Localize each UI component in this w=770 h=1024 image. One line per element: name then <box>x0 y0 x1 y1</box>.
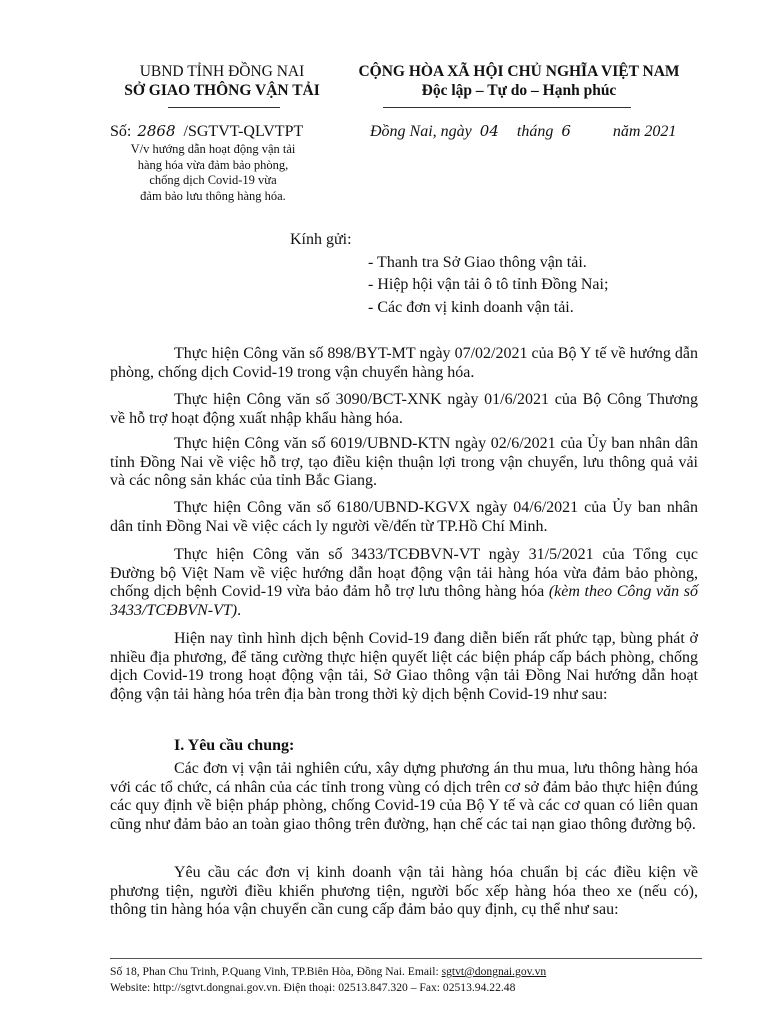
header-left-rule <box>168 107 280 108</box>
document-subject <box>100 142 326 204</box>
body-paragraph-7: Các đơn vị vận tải nghiên cứu, xây dựng phương án thu mua, lưu thông hàng hóa với các tổ chức, cá nhân của các tỉnh trong vùng có dịch trên cơ sở đảm bảo thực hiện đúng các quy định về biện pháp phòng, chống Covid-19 của Bộ Y tế và các cơ quan có liên quan cũng như đảm bảo an toàn giao thông trên đường, hạn chế các tai nạn giao thông đường bộ. <box>110 760 698 833</box>
section-heading-1: I. Yêu cầu chung: <box>174 737 295 754</box>
body-paragraph-4: Thực hiện Công văn số 6180/UBND-KGVX ngày 04/6/2021 của Ủy ban nhân dân tỉnh Đồng Nai về việc cách ly người về/đến từ TP.Hồ Chí Minh. <box>110 499 698 535</box>
recipient-item: - Thanh tra Sở Giao thông vận tải. <box>368 254 587 271</box>
footer-address <box>110 964 700 979</box>
subject-line: hàng hóa vừa đảm bảo phòng, <box>137 157 289 172</box>
date-day: 04 <box>479 122 499 140</box>
body-paragraph-2: Thực hiện Công văn số 3090/BCT-XNK ngày 01/6/2021 của Bộ Công Thương về hỗ trợ hoạt động xuất nhập khẩu hàng hóa. <box>110 391 698 427</box>
body-paragraph-3: Thực hiện Công văn số 6019/UBND-KTN ngày 02/6/2021 của Ủy ban nhân dân tỉnh Đồng Nai về việc hỗ trợ, tạo điều kiện thuận lợi trong vận chuyển, lưu thông quả vải và các nông sản khác của tỉnh Bắc Giang. <box>110 435 698 490</box>
recipients-label: Kính gửi: <box>290 231 352 248</box>
issuing-department: SỞ GIAO THÔNG VẬN TẢI <box>124 82 320 99</box>
subject-line: đảm bảo lưu thông hàng hóa. <box>140 188 286 203</box>
place-date-prefix: Đồng Nai, ngày <box>370 123 472 140</box>
national-motto: Độc lập – Tự do – Hạnh phúc <box>421 82 617 99</box>
footer-contact: Website: http://sgtvt.dongnai.gov.vn. Điện thoại: 02513.847.320 – Fax: 02513.94.22.48 <box>110 981 516 994</box>
p5-attachment-note: (kèm theo Công văn số 3433/TCĐBVN-VT) <box>110 583 698 619</box>
recipient-item: - Các đơn vị kinh doanh vận tải. <box>368 299 574 316</box>
issuing-authority: UBND TỈNH ĐỒNG NAI <box>139 63 305 80</box>
body-paragraph-8: Yêu cầu các đơn vị kinh doanh vận tải hàng hóa chuẩn bị các điều kiện về phương tiện, người điều khiển phương tiện, người bốc xếp hàng hóa theo xe (nếu có), thông tin hàng hóa vận chuyển cần cung cấp đảm bảo quy định, cụ thể như sau: <box>110 864 698 919</box>
footer-email-link[interactable]: sgtvt@dongnai.gov.vn <box>441 965 547 978</box>
subject-line: V/v hướng dẫn hoạt động vận tải <box>130 142 296 156</box>
doc-number-suffix: /SGTVT-QLVTPT <box>183 123 304 140</box>
footer-rule <box>110 958 702 959</box>
document-number <box>110 122 303 141</box>
body-paragraph-6: Hiện nay tình hình dịch bệnh Covid-19 đang diễn biến rất phức tạp, bùng phát ở nhiều địa phương, để tăng cường thực hiện quyết liệt các biện pháp cấp bách phòng, chống dịch Covid-19 trong hoạt động vận tải, Sở Giao thông vận tải Đồng Nai hướng dẫn hoạt động vận tải hàng hóa trên địa bàn trong thời kỳ dịch bệnh Covid-19 như sau: <box>110 630 698 703</box>
header-right-rule <box>383 107 631 108</box>
p5-text: Thực hiện Công văn số 3433/TCĐBVN-VT ngày 31/5/2021 của Tổng cục Đường bộ Việt Nam về việc hướng dẫn hoạt động vận tải hàng hóa vừa đảm bảo phòng, chống dịch bệnh Covid-19 vừa bảo đảm hỗ trợ lưu thông hàng hóa <box>110 546 698 601</box>
place-date <box>370 122 676 141</box>
month-label: tháng <box>516 123 554 140</box>
doc-number-value: 2868 <box>137 122 176 140</box>
subject-line: chống dịch Covid-19 vừa <box>149 173 277 187</box>
doc-number-prefix: Số: <box>110 123 132 140</box>
footer-address-text: Số 18, Phan Chu Trinh, P.Quang Vinh, TP.Biên Hòa, Đồng Nai. Email: <box>110 965 442 978</box>
national-title: CỘNG HÒA XÃ HỘI CHỦ NGHĨA VIỆT NAM <box>358 63 680 80</box>
body-paragraph-1: Thực hiện Công văn số 898/BYT-MT ngày 07/02/2021 của Bộ Y tế về hướng dẫn phòng, chống dịch Covid-19 trong vận chuyển hàng hóa. <box>110 345 698 381</box>
year-label: năm 2021 <box>612 123 677 140</box>
date-month: 6 <box>561 122 571 140</box>
body-paragraph-5 <box>110 546 698 620</box>
recipient-item: - Hiệp hội vận tải ô tô tỉnh Đồng Nai; <box>368 276 609 293</box>
p5-end: . <box>237 601 242 619</box>
